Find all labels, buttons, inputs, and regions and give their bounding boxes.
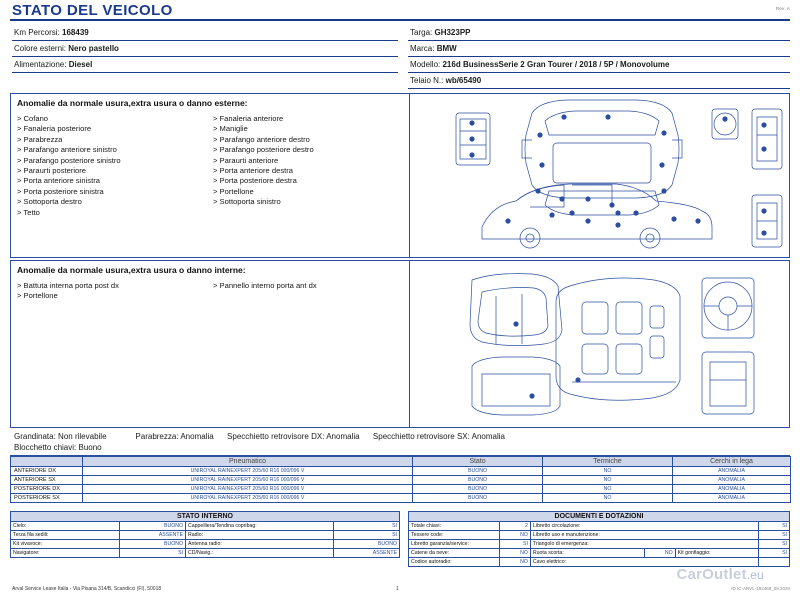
field-value: SI — [500, 540, 530, 549]
exterior-list-col2 — [213, 114, 409, 218]
status-value: Non rilevabile — [58, 432, 107, 441]
field-label: Ruota scorta: — [530, 549, 644, 558]
footer-page-number: 1 — [396, 586, 399, 592]
info-row — [408, 25, 790, 41]
list-item: > Fanaleria posteriore — [17, 124, 92, 134]
tyre-spec: UNIROYAL RAINEXPERT 205/60 R16 000/096 V — [83, 476, 413, 485]
col-header-termiche: Termiche — [543, 457, 673, 467]
damage-markers — [469, 114, 766, 235]
tyre-winter: NO — [543, 467, 673, 476]
list-item: > Porta anteriore destra — [213, 166, 293, 176]
info-row — [408, 57, 790, 73]
field-label: Totale chiavi: — [409, 522, 500, 531]
field-label: Antenna radio: — [186, 540, 334, 549]
list-item: > Porta posteriore destra — [213, 176, 297, 186]
field-value: NO — [500, 549, 530, 558]
status-label: Parabrezza: — [135, 432, 179, 441]
table-row — [409, 522, 790, 531]
table-row — [11, 522, 400, 531]
list-item: > Battuta interna porta post dx — [17, 281, 119, 290]
table-row — [11, 476, 791, 485]
list-item: > Pannello interno porta ant dx — [213, 281, 317, 290]
field-value: ASSENTE — [333, 549, 399, 558]
list-item: > Paraurti anteriore — [213, 155, 279, 165]
table-row — [11, 540, 400, 549]
title-divider — [10, 19, 790, 21]
tyre-position: ANTERIORE SX — [11, 476, 83, 485]
tyre-spec: UNIROYAL RAINEXPERT 205/60 R16 000/096 V — [83, 467, 413, 476]
field-label: Triangolo di emergenza: — [530, 540, 759, 549]
interior-vehicle-diagram — [412, 262, 788, 426]
status-label: Grandinata: — [14, 432, 56, 441]
tyre-rim: ANOMALIA — [673, 476, 791, 485]
info-value: wb/65490 — [445, 76, 482, 85]
field-label: Libretto garanzia/service: — [409, 540, 500, 549]
col-header-stato: Stato — [413, 457, 543, 467]
list-item: > Parafango posteriore destro — [213, 145, 314, 155]
interior-list-col2 — [213, 281, 409, 302]
info-value: GH323PP — [434, 28, 471, 37]
field-label: Cappelliera/Tendina copribag: — [186, 522, 334, 531]
watermark-text: CarOutlet — [676, 566, 747, 583]
field-label: Catene da neve: — [409, 549, 500, 558]
tyre-winter: NO — [543, 485, 673, 494]
field-value: SI — [119, 549, 185, 558]
list-item: > Parabrezza — [17, 134, 63, 144]
field-value: SI — [759, 522, 790, 531]
list-item: > Sottoporta destro — [17, 197, 82, 207]
info-value: 168439 — [62, 28, 89, 37]
info-label: Alimentazione: — [14, 60, 67, 69]
table-row — [409, 531, 790, 540]
list-item: > Cofano — [17, 114, 49, 123]
status-label: Specchietto retrovisore SX: — [372, 432, 470, 441]
info-label: Telaio N.: — [410, 76, 444, 85]
mid-status-line-1 — [14, 432, 505, 441]
info-label: Colore esterni: — [14, 44, 67, 53]
damage-markers — [513, 321, 580, 398]
field-label: CD/Navig.: — [186, 549, 334, 558]
field-label: Terza fila sedili: — [11, 531, 120, 540]
revision-label: Rev. A — [775, 6, 790, 11]
info-value: Diesel — [68, 60, 93, 69]
table-row — [11, 494, 791, 503]
field-value: SI — [333, 531, 399, 540]
field-label: Kit vivavoce: — [11, 540, 120, 549]
info-row — [12, 57, 398, 73]
field-label: Navigatore: — [11, 549, 120, 558]
footer-doc-code: ID IC-ARVL-192468_09.2020 — [731, 586, 790, 591]
table-row — [11, 485, 791, 494]
tyres-table — [10, 456, 791, 503]
list-item: > Portellone — [17, 291, 58, 301]
field-label: Cielo: — [11, 522, 120, 531]
documents-table — [408, 511, 790, 567]
field-value: NO — [500, 531, 530, 540]
tyre-state: BUONO — [413, 467, 543, 476]
list-item: > Parafango anteriore sinistro — [17, 145, 117, 155]
page-title: STATO DEL VEICOLO — [12, 2, 173, 19]
table-row — [409, 549, 790, 558]
tyre-state: BUONO — [413, 494, 543, 503]
exterior-list-col1 — [17, 114, 213, 218]
interior-list-col1 — [17, 281, 213, 302]
col-header-blank — [11, 457, 83, 467]
field-value: BUONO — [119, 540, 185, 549]
tyre-rim: ANOMALIA — [673, 485, 791, 494]
tyre-winter: NO — [543, 494, 673, 503]
field-value: SI — [759, 549, 790, 558]
info-row — [12, 41, 398, 57]
tyre-position: ANTERIORE DX — [11, 467, 83, 476]
field-label: Tessere code: — [409, 531, 500, 540]
field-label: Codice autoradio: — [409, 558, 500, 567]
field-value: 2 — [500, 522, 530, 531]
list-item: > Parafango posteriore sinistro — [17, 155, 121, 165]
info-label: Targa: — [410, 28, 433, 37]
info-label: Km Percorsi: — [14, 28, 60, 37]
interior-heading: Anomalie da normale usura,extra usura o danno interne: — [17, 265, 246, 275]
status-value: Anomalia — [326, 432, 360, 441]
status-label: Specchietto retrovisore DX: — [227, 432, 325, 441]
interior-diagram-svg — [412, 262, 788, 426]
info-label: Marca: — [410, 44, 435, 53]
watermark-suffix: .eu — [746, 568, 764, 582]
field-value: NO — [645, 549, 675, 558]
list-item: > Fanaleria anteriore — [213, 114, 284, 123]
tyre-spec: UNIROYAL RAINEXPERT 205/60 R16 000/096 V — [83, 485, 413, 494]
interior-state-caption: STATO INTERNO — [10, 511, 400, 521]
exterior-diagram-svg — [412, 95, 788, 256]
interior-damage-panel — [10, 260, 790, 428]
mid-status-line-2 — [14, 443, 102, 452]
status-label: Blocchetto chiavi: — [14, 443, 77, 452]
tyre-state: BUONO — [413, 485, 543, 494]
field-label: Kit gonfiaggio: — [675, 549, 759, 558]
watermark — [677, 566, 764, 583]
field-value: SI — [759, 540, 790, 549]
documents-caption: DOCUMENTI E DOTAZIONI — [408, 511, 790, 521]
info-value: BMW — [436, 44, 457, 53]
list-item: > Sottoporta sinistro — [213, 197, 281, 207]
tyre-spec: UNIROYAL RAINEXPERT 205/60 R16 000/096 V — [83, 494, 413, 503]
table-row — [11, 467, 791, 476]
document-page — [8, 0, 792, 596]
list-item: > Paraurti posteriore — [17, 166, 87, 176]
field-label: Libretto uso e manutenzione: — [530, 531, 759, 540]
list-item: > Porta posteriore sinistra — [17, 186, 104, 196]
exterior-damage-panel — [10, 93, 790, 258]
tyre-position: POSTERIORE SX — [11, 494, 83, 503]
field-label: Libretto circolazione: — [530, 522, 759, 531]
list-item: > Porta anteriore sinistra — [17, 176, 100, 186]
status-value: Anomalia — [180, 432, 214, 441]
list-item: > Parafango anteriore destro — [213, 134, 310, 144]
field-value: BUONO — [119, 522, 185, 531]
list-item: > Maniglie — [213, 124, 248, 134]
field-value: SI — [333, 522, 399, 531]
table-row — [409, 540, 790, 549]
tyre-state: BUONO — [413, 476, 543, 485]
info-value: Nero pastello — [68, 44, 119, 53]
info-row — [12, 25, 398, 41]
field-label: Cavo elettrico: — [530, 558, 759, 567]
tyre-position: POSTERIORE DX — [11, 485, 83, 494]
tyre-rim: ANOMALIA — [673, 494, 791, 503]
interior-state-table — [10, 511, 400, 558]
field-value: BUONO — [333, 540, 399, 549]
info-row — [408, 41, 790, 57]
table-header-row — [11, 457, 791, 467]
list-item: > Portellone — [213, 186, 254, 196]
tyre-rim: ANOMALIA — [673, 467, 791, 476]
footer-company: Arval Service Lease Italia - Via Pisana 314/B, Scandicci (FI), 50018 — [12, 586, 162, 592]
field-value: ASSENTE — [119, 531, 185, 540]
exterior-vehicle-diagram — [412, 95, 788, 256]
table-row — [11, 531, 400, 540]
info-value: 216d BusinessSerie 2 Gran Tourer / 2018 / 5P / Monovolume — [442, 60, 670, 69]
col-header-cerchi: Cerchi in lega — [673, 457, 791, 467]
col-header-pneumatico: Pneumatico — [83, 457, 413, 467]
field-value: NO — [500, 558, 530, 567]
status-value: Anomalia — [471, 432, 505, 441]
vehicle-info-left — [12, 25, 398, 73]
field-label: Radio: — [186, 531, 334, 540]
info-row — [408, 73, 790, 89]
table-row — [11, 549, 400, 558]
field-value: SI — [759, 531, 790, 540]
info-label: Modello: — [410, 60, 441, 69]
tyre-winter: NO — [543, 476, 673, 485]
exterior-heading: Anomalie da normale usura,extra usura o danno esterne: — [17, 98, 248, 108]
status-value: Buono — [78, 443, 102, 452]
list-item: > Tetto — [17, 207, 40, 217]
